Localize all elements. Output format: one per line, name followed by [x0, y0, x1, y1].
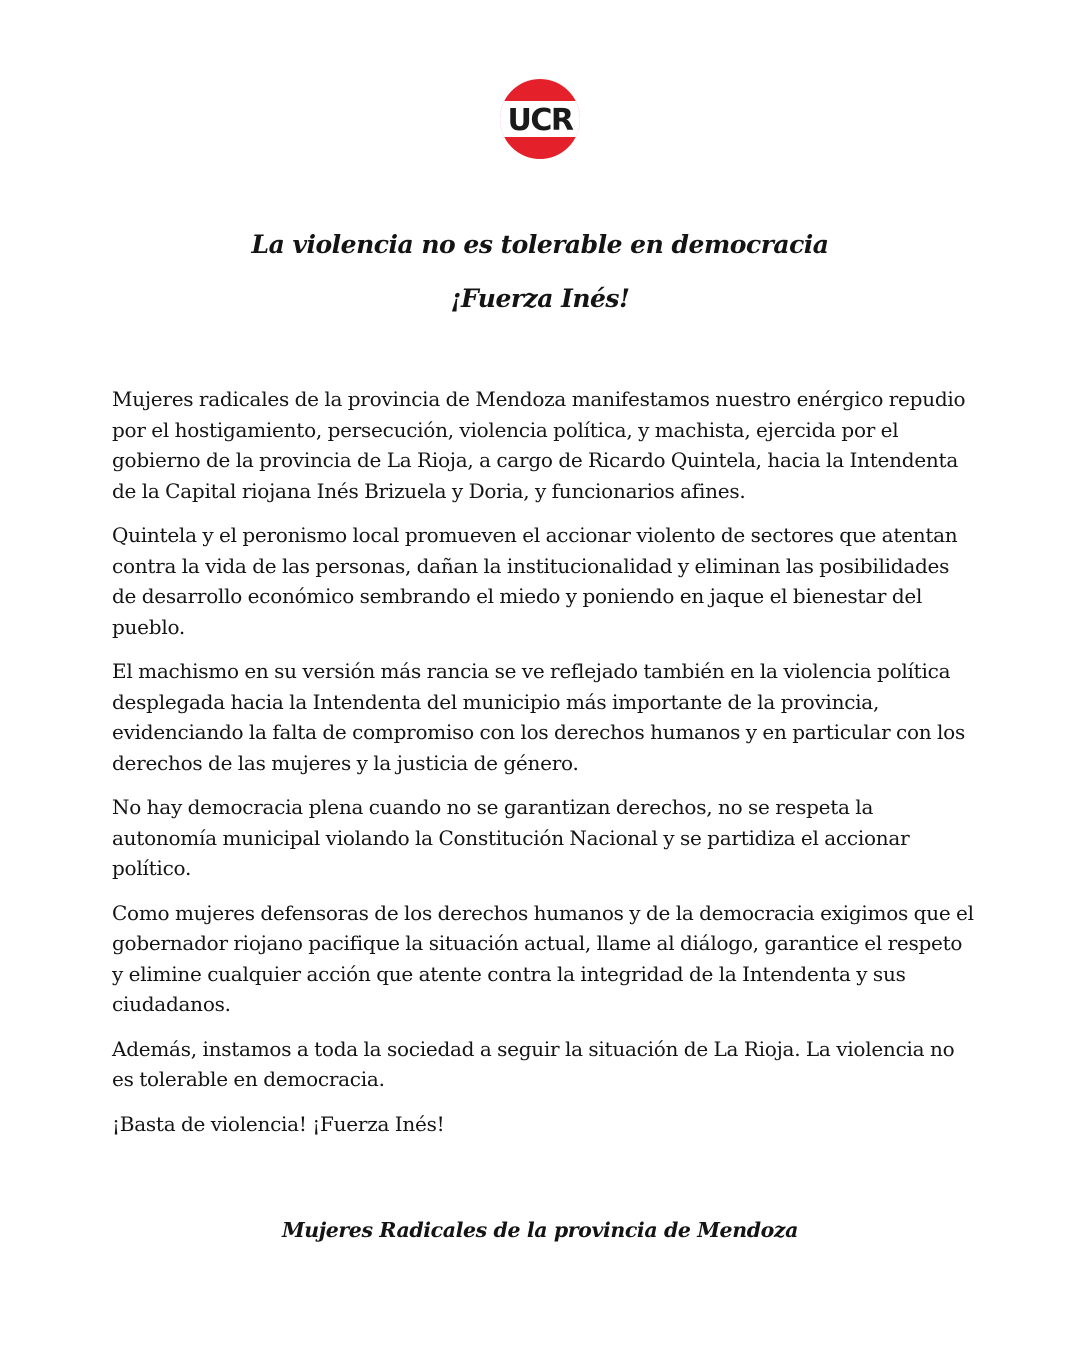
- document-body: [112, 384, 978, 1153]
- paragraph: No hay democracia plena cuando no se garantizan derechos, no se respeta la autonomía municipal violando la Constitución Nacional y se partidiza el accionar político.: [112, 795, 910, 880]
- paragraph: El machismo en su versión más rancia se ve reflejado también en la violencia política desplegada hacia la Intendenta del municipio más importante de la provincia, evidenciando la falta de compromiso con los derechos humanos y en particular con los derechos de las mujeres y la justicia de género.: [112, 659, 965, 775]
- document-title: La violencia no es tolerable en democracia: [251, 230, 829, 259]
- paragraph: Como mujeres defensoras de los derechos humanos y de la democracia exigimos que el gobernador riojano pacifique la situación actual, llame al diálogo, garantice el respeto y elimine cualquier acción que atente contra la integridad de la Intendenta y sus ciudadanos.: [112, 900, 974, 1016]
- paragraph: Además, instamos a toda la sociedad a seguir la situación de La Rioja. La violencia no es tolerable en democracia.: [112, 1036, 955, 1091]
- signature: Mujeres Radicales de la provincia de Mendoza: [281, 1218, 799, 1242]
- paragraph: Quintela y el peronismo local promueven el accionar violento de sectores que atentan contra la vida de las personas, dañan la institucionalidad y eliminan las posibilidades de desarrollo económico sembrando el miedo y poniendo en jaque el bienestar del pueblo.: [112, 523, 958, 639]
- document-subtitle: ¡Fuerza Inés!: [450, 284, 630, 313]
- logo-text: UCR: [507, 103, 573, 138]
- paragraph: Mujeres radicales de la provincia de Mendoza manifestamos nuestro enérgico repudio por el hostigamiento, persecución, violencia política, y machista, ejercida por el gobierno de la provincia de La Rioja, a cargo de Ricardo Quintela, hacia la Intendenta de la Capital riojana Inés Brizuela y Doria, y funcionarios afines.: [112, 387, 966, 503]
- ucr-logo: [499, 78, 581, 160]
- closing-line: ¡Basta de violencia! ¡Fuerza Inés!: [112, 1111, 445, 1136]
